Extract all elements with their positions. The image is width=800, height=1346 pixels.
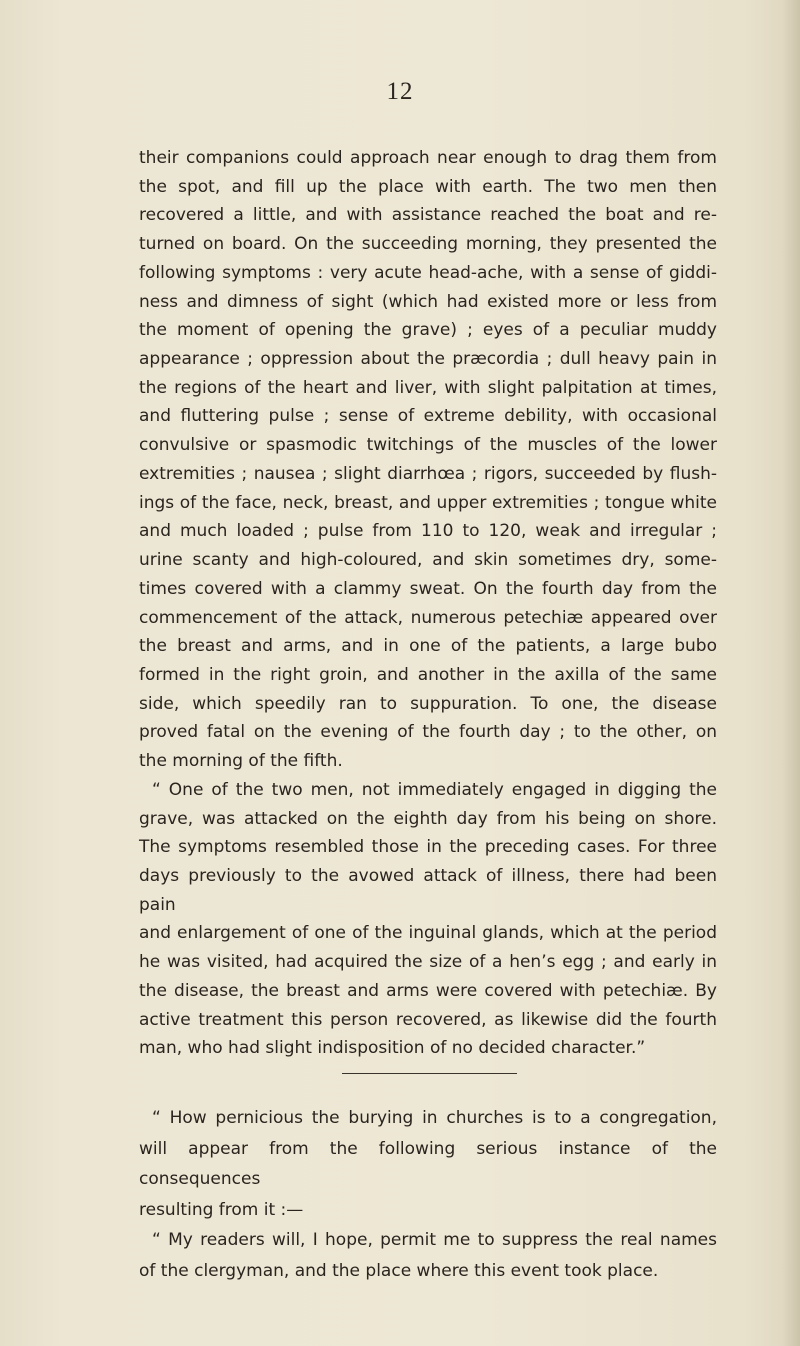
text-line: the morning of the fifth. — [139, 751, 343, 772]
text-line: commencement of the attack, numerous petechiæ appeared over — [139, 607, 717, 628]
text-line: of the clergyman, and the place where this event took place. — [139, 1260, 659, 1281]
text-line: days previously to the avowed attack of illness, there had been pain — [139, 865, 717, 915]
text-line: the moment of opening the grave) ; eyes of a peculiar muddy — [139, 320, 717, 341]
text-line: and enlargement of one of the inguinal glands, which at the period — [139, 923, 717, 944]
text-block-bottom — [139, 1103, 717, 1286]
text-line: side, which speedily ran to suppuration. To one, the disease — [139, 693, 717, 714]
text-line: the breast and arms, and in one of the patients, a large bubo — [139, 636, 717, 657]
text-line: ness and dimness of sight (which had existed more or less from — [139, 291, 717, 312]
text-line: the disease, the breast and arms were covered with petechiæ. By — [139, 980, 717, 1001]
text-line: appearance ; oppression about the præcordia ; dull heavy pain in — [139, 349, 717, 370]
text-line: formed in the right groin, and another in the axilla of the same — [139, 664, 717, 685]
text-line: convulsive or spasmodic twitchings of the muscles of the lower — [139, 435, 717, 456]
text-line: the regions of the heart and liver, with slight palpitation at times, — [139, 377, 717, 398]
section-divider — [342, 1073, 517, 1074]
page-edge-shadow — [782, 0, 800, 1346]
text-line: and fluttering pulse ; sense of extreme debility, with occasional — [139, 406, 717, 427]
text-line: turned on board. On the succeeding morning, they presented the — [139, 234, 717, 255]
text-line: and much loaded ; pulse from 110 to 120, weak and irregular ; — [139, 521, 717, 542]
text-line: active treatment this person recovered, as likewise did the fourth — [139, 1009, 717, 1030]
text-line: times covered with a clammy sweat. On the fourth day from the — [139, 578, 717, 599]
text-line: the spot, and fill up the place with earth. The two men then — [139, 176, 717, 197]
text-line: man, who had slight indisposition of no decided character.” — [139, 1038, 646, 1059]
text-line: extremities ; nausea ; slight diarrhœa ; rigors, succeeded by flush- — [139, 463, 717, 484]
text-line: following symptoms : very acute head-ache, with a sense of giddi- — [139, 262, 717, 283]
text-line: urine scanty and high-coloured, and skin sometimes dry, some- — [139, 550, 717, 571]
text-line: recovered a little, and with assistance reached the boat and re- — [139, 205, 717, 226]
text-line: grave, was attacked on the eighth day from his being on shore. — [139, 808, 717, 829]
text-block-top — [139, 144, 717, 1063]
text-line: resulting from it :— — [139, 1199, 304, 1220]
text-line: “ My readers will, I hope, permit me to suppress the real names — [152, 1230, 717, 1250]
text-line: proved fatal on the evening of the fourth day ; to the other, on — [139, 722, 717, 743]
text-line: he was visited, had acquired the size of a hen’s egg ; and early in — [139, 952, 717, 973]
text-line: “ How pernicious the burying in churches is to a congregation, — [152, 1108, 717, 1128]
text-line: “ One of the two men, not immediately engaged in digging the — [152, 779, 717, 800]
text-line: their companions could approach near enough to drag them from — [139, 148, 717, 168]
text-line: The symptoms resembled those in the preceding cases. For three — [139, 837, 717, 858]
page-number: 12 — [386, 78, 414, 105]
text-line: ings of the face, neck, breast, and upper extremities ; tongue white — [139, 492, 717, 513]
text-line: will appear from the following serious instance of the consequences — [139, 1138, 717, 1189]
